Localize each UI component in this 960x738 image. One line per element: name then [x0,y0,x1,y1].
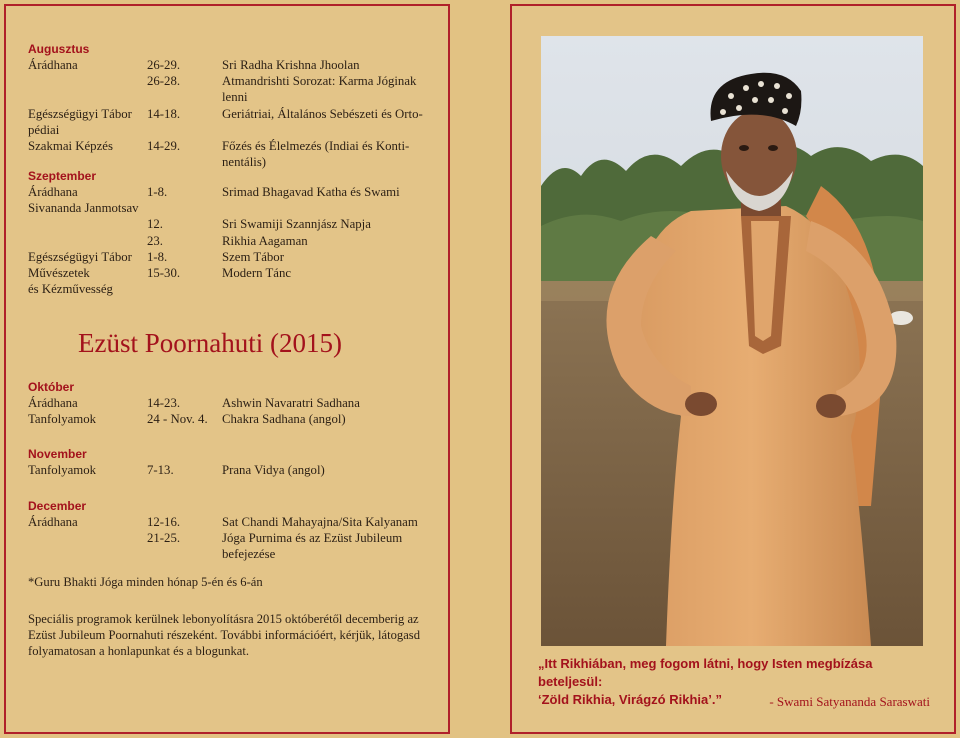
month-heading: December [28,499,87,513]
program-date: 12-16. [147,515,181,529]
program-date: 23. [147,233,163,248]
program-type: Sivananda Janmotsav [28,201,139,216]
program-name: befejezése [222,547,276,562]
program-name: Prana Vidya (angol) [222,463,325,477]
program-name: Ashwin Navaratri Sadhana [222,396,360,410]
program-name: Jóga Purnima és az Ezüst Jubileum [222,531,403,546]
quote-attribution: - Swami Satyananda Saraswati [769,694,930,709]
program-date: 1-8. [147,249,168,264]
footnote: *Guru Bhakti Jóga minden hónap 5-én és 6-án [28,575,263,589]
program-name: Srimad Bhagavad Katha és Swami [222,185,400,199]
program-name: lenni [222,90,248,105]
program-name: Sat Chandi Mahayajna/Sita Kalyanam [222,515,418,529]
program-date: 26-28. [147,74,181,89]
program-name: Atmandrishti Sorozat: Karma Jóginak [222,74,417,89]
program-date: 7-13. [147,463,174,477]
program-name: Chakra Sadhana (angol) [222,412,346,427]
program-date: 1-8. [147,185,168,199]
program-type: pédiai [28,122,60,137]
program-name: Sri Radha Krishna Jhoolan [222,58,360,72]
program-date: 24 - Nov. 4. [147,412,208,427]
program-date: 21-25. [147,531,181,546]
special-line: Ezüst Jubileum Poornahuti részeként. További információért, kérjük, látogasd [28,628,420,642]
program-name: Szem Tábor [222,249,284,264]
program-type: és Kézművesség [28,282,113,297]
program-type: Árádhana [28,58,78,72]
program-type: Tanfolyamok [28,412,97,427]
program-date: 12. [147,217,163,232]
program-name: Rikhia Aagaman [222,233,308,248]
program-date: 26-29. [147,58,181,72]
program-name: Sri Swamiji Szannjász Napja [222,217,371,232]
program-date: 14-23. [147,396,181,410]
program-date: 14-18. [147,106,181,121]
special-line: folyamatosan a honlapunkat és a blogunkat. [28,644,250,658]
month-heading: Október [28,380,75,394]
month-heading: Szeptember [28,169,97,183]
section-title: Ezüst Poornahuti (2015) [78,328,342,358]
program-type: Egészségügyi Tábor [28,106,132,121]
program-type: Művészetek [28,266,90,280]
quote-line: ‘Zöld Rikhia, Virágzó Rikhia’.” [538,692,722,707]
swami-photo [541,36,923,646]
program-type: Szakmai Képzés [28,139,113,153]
program-type: Árádhana [28,515,78,529]
program-date: 14-29. [147,139,181,153]
program-type: Árádhana [28,396,78,410]
special-line: Speciális programok kerülnek lebonyolításra 2015 októberétől decemberig az [28,612,419,626]
program-name: Modern Tánc [222,266,292,280]
program-name: Főzés és Élelmezés (Indiai és Konti- [222,139,410,153]
program-date: 15-30. [147,266,181,280]
program-name: Geriátriai, Általános Sebészeti és Orto- [222,106,423,121]
quote-line: „Itt Rikhiában, meg fogom látni, hogy Isten megbízása beteljesül: [538,656,873,689]
program-type: Árádhana [28,185,78,199]
month-heading: Augusztus [28,42,90,56]
program-name: nentális) [222,155,267,170]
month-heading: November [28,447,87,461]
program-type: Egészségügyi Tábor [28,249,132,264]
program-type: Tanfolyamok [28,463,97,477]
